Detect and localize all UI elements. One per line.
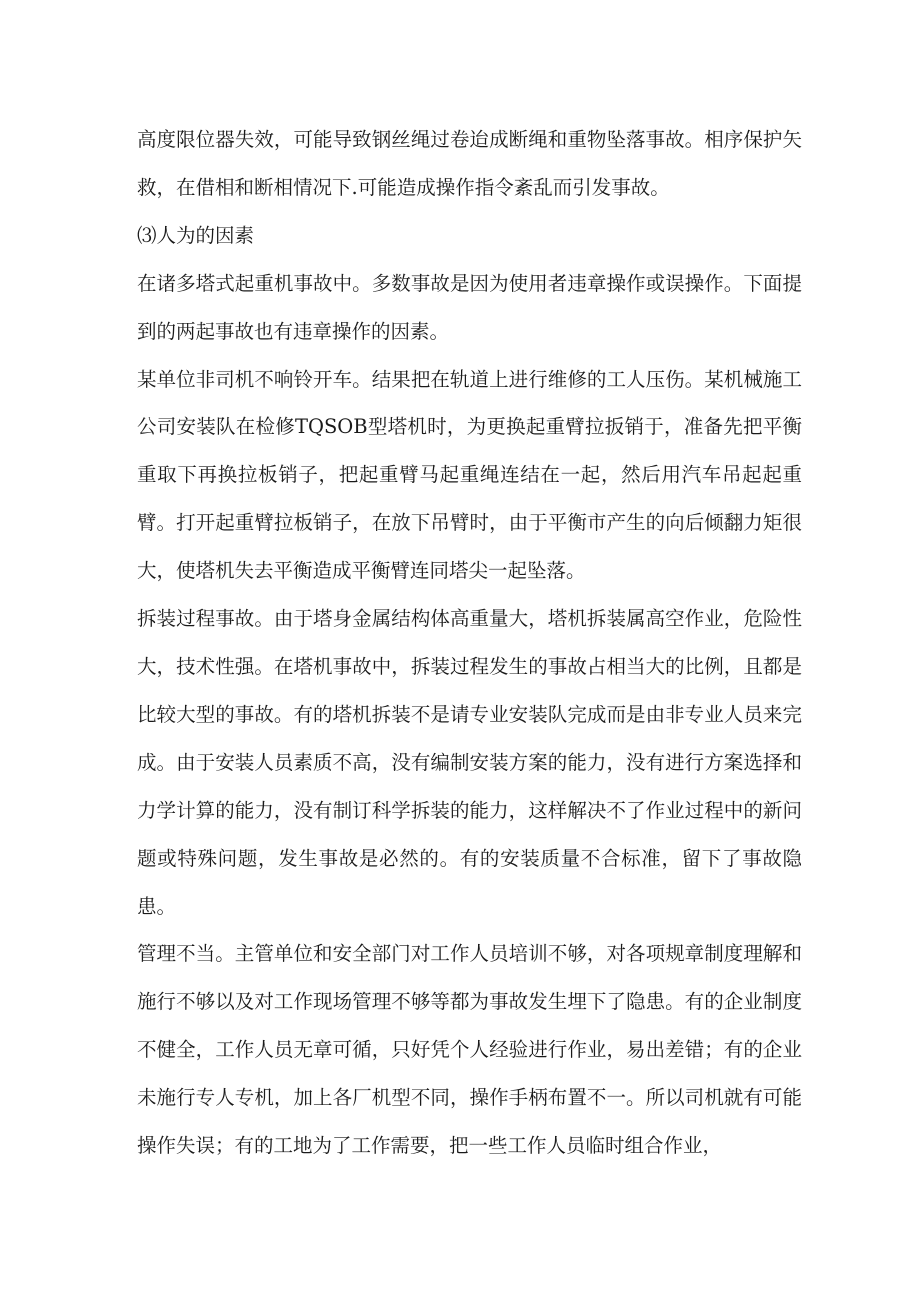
paragraph-limiter-failure: 高度限位器失效，可能导致钢丝绳过卷迨成断绳和重物坠落事故。相序保护矢救，在借相和断相情况下.可能造成操作指令紊乱而引发事故。 (137, 128, 802, 199)
section-heading-human-factors: ⑶人为的因素 (137, 223, 255, 247)
paragraph-violations: 在诸多塔式起重机事故中。多数事故是因为使用者违章操作或误操作。下面提到的两起事故也有违章操作的因素。 (137, 271, 802, 343)
paragraph-disassembly-accidents: 拆装过程事故。由于塔身金属结构体高重量大，塔机拆装属高空作业，危险性大，技术性强。在塔机事故中，拆装过程发生的事故占相当大的比例，且都是比较大型的事故。有的塔机拆装不是请专业安装队完成而是由非专业人员来完成。由于安装人员素质不高，没有编制安装方案的能力，没有进行方案选择和力学计算的能力，没有制订科学拆装的能力，这样解决不了作业过程中的新问题或特殊问题，发生事故是必然的。有的安装质量不合标准，留下了事故隐患。 (137, 607, 802, 918)
document-body (137, 116, 802, 1170)
paragraph-accident-cases: 某单位非司机不响铃开车。结果把在轨道上进行维修的工人压伤。某机械施工公司安装队在检修TQSOB型塔机时，为更换起重臂拉扳销于，准备先把平衡重取下再换拉板销子，把起重臂马起重绳连结在一起，然后用汽车吊起起重臂。打开起重臂拉板销子，在放下吊臂时，由于平衡市产生的向后倾翻力矩很大，使塔机失去平衡造成平衡臂连同塔尖一起坠落。 (137, 367, 802, 583)
paragraph-improper-management: 管理不当。主管单位和安全部门对工作人员培训不够，对各项规章制度理解和施行不够以及对工作现场管理不够等都为事故发生埋下了隐患。有的企业制度不健全，工作人员无章可循，只好凭个人经验进行作业，易出差错；有的企业未施行专人专机，加上各厂机型不同，操作手柄布置不一。所以司机就有可能操作失误；有的工地为了工作需要，把一些工作人员临时组合作业， (137, 942, 802, 1158)
